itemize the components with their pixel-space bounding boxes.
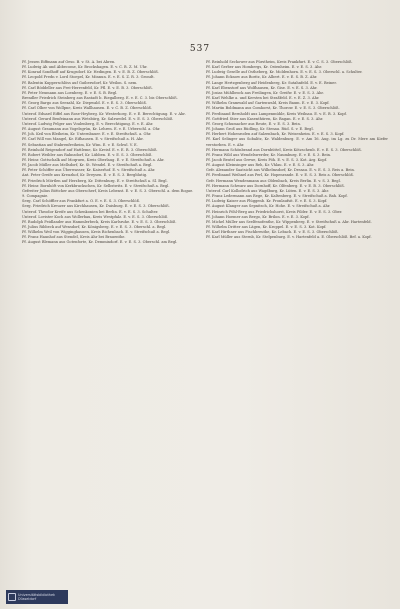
roster-entry: Gefreiter Julius Böttcher aus Oberscherf, Kreis Lebenst. E. v. E. S. 3. Oberschl. a. dem Rogue. xyxy=(22,188,194,193)
roster-entry: Pf. Heinr. Bornhöft von Kerkbruckschen, Kr. Selbstwitz. E. v. Streifschuß a. Begl. xyxy=(22,183,170,188)
roster-entry: Pf. Michel Müller aus Seelfenofenthe, Kr. Wippenberg. E. v. Streifschuß a. Ahr. Hartenfeld. xyxy=(206,219,372,224)
roster-entry: Pf. Lange Hertzgenberg auf Heidenberg, Kr. Sutahnfeld. E. v. E. Beiner. xyxy=(206,80,337,85)
roster-entry: Pf. Johann Groß aus Rüdling, Kr. Stenau. Rüd. S. v. E. Begl. xyxy=(206,127,314,132)
roster-entry: Unterof. Theodor Kreife aus Schenkonien bei Berlin. E. v. E. S. 3. Schulter. xyxy=(22,209,159,214)
roster-entry: Pf. Carl Olber von Wollpne, Kreis Wallhausen. E. v. C. B. Z. Oberschlöß. xyxy=(22,106,153,111)
roster-entry: Pf. August Graumann aus Vogelsgrün, Kr. Lehren. E. v. E. Urberschl. a. Ohr. xyxy=(22,127,161,132)
roster-entry: Gefr. Hermann Wendenmann aus Oldenbach, Kreis Berlin. E. v. S. 3. Begl. xyxy=(206,178,341,183)
roster-entry: Pf. Georg Schumacher aus Reute, E. v. E. S. 3. Bein. xyxy=(206,121,301,126)
roster-entry: Serg. Carl Schöffler aus Frankfurt a. O. E. v. E. S. 3. Oberschlöß. xyxy=(22,199,141,204)
roster-entry: Pf. Jacob Beutel aus Grewe, Kreis Pöh. E. v. E. S. 3. Kot. Arg. Kopf. xyxy=(206,157,328,162)
roster-entry: Pf. Jacob Müller aus Mellsdorf, Kr. St. Wendel. E. v. Streifschuß a. Begl. xyxy=(22,163,153,168)
roster-entry: Pf. Johann Hoemer aus Bergo, Kr. Brilon. E. v. E. 3. Kopf. xyxy=(206,214,310,219)
roster-entry: Pf. Friedrich Mörtlen auf Herzberg, Kr. Dittenburg. E. v. Streifschuß a. Sl. Begl. xyxy=(22,178,168,183)
roster-entry: Pf. Wilhelm Weil von Wigginghausen, Kreis Richenbach. E. v. Streifschuß a. Begl. xyxy=(22,230,171,235)
logo-line-2: Düsseldorf xyxy=(18,597,37,601)
roster-entry: Gefr. Alexander Saatsicht aus Wilhelmsdorf, Kr. Dessau. E. v. E. S. 3. Reis a. Bein. xyxy=(206,168,355,173)
roster-entry: Pf. Wilhelm Gramwald auf Gartenwald, Kreis Baum. E. v. E. 3. Kopf. xyxy=(206,101,330,106)
roster-entry: Pf. Reinhold Sechower aus Fürstheim, Kreis Frankfurt. E. v. C. S. 3. Oberschlöß. xyxy=(206,60,353,64)
roster-entry: Pf. Karl Gerber aus Hombergs, Kr. Ostenheim. E. v. E. S. 3. Ahr. xyxy=(206,65,322,70)
roster-entry: Pf. Josias Mühlbrock aus Freilingen, Kr. Greifw. E. v. E. S. 3. Ahr. xyxy=(206,90,324,95)
right-column xyxy=(206,60,388,580)
roster-entry: Unterof. Gerard Benfeinann aus Wetsbürg, Kr. Salzwedel. E. v. E. S. 3. Oberschlöß. xyxy=(22,116,174,121)
roster-entry: Brendler Friedrich Steinberg aus Rastadt b. Riegalberg. E. v. E. C. 3. bis Oberschlöß. xyxy=(22,96,178,101)
roster-entry: Pf. Konrad Sondhoff auf Krugsdorf. Kr. Hedingen. E. v. E. B. Z. Oberschlöß. xyxy=(22,70,159,75)
page-number: 537 xyxy=(189,44,211,54)
library-logo-icon xyxy=(8,593,16,601)
roster-entry: Unterof. Ludwig Pelger aus Voulenberg, E. v. Berechtigung. E. v. E. Ahr. xyxy=(22,121,154,126)
roster-entry: Pf. Heinr. Gottschalk auf Moqruen, Kreis Oberlaug. E. v. E. Streifschuß a. Ahr. xyxy=(22,157,165,162)
roster-entry: Pf. Leopold Fredn v. Lord Stoepel, Kr. Minnun. E. v. E. S. Z. R. 3. Grondt. xyxy=(22,75,155,80)
roster-entry: Pf. Jessen Eiffmann auf Oeso. B. v. St. A. bei Ahren. xyxy=(22,60,116,64)
roster-entry: Pf. Franz Ledermann aus Rege, Kr. Kaltenberg. E. v. Streifschuß a. Bah. Kopf. xyxy=(206,194,348,199)
roster-entry: Pf. August Blemann aus Gotenforte, Kr. Demmindorf. E. v. E. S. 3. Oberschl. am Begl. xyxy=(22,240,178,245)
roster-entry: Pf. Ludwig Geselle auf Ostheberg, Kr. Moldenhorn. E. v. E. S. 3. Oberschl. a. Schulter. xyxy=(206,70,363,75)
roster-entry: Pf. Gottfried Stier aus Kasenthüren, Kr. Bagan. E. v. E. S. 3. Ahr. xyxy=(206,116,324,121)
roster-entry: 9. Compagnie. xyxy=(22,194,49,199)
left-column xyxy=(22,60,204,580)
roster-entry: Pf. Sebastian auf Stabrenfreiheim, Kr. Wim. E. v. E. Schwl. V. E. xyxy=(22,142,138,147)
roster-entry: Unterof. Eduard Eiffel aus Rose-Heyberg. Kr. Westerhorg. E. v. E. Berechtigung. E. v. Ahr. xyxy=(22,111,186,116)
roster-entry: Pf. Johann Ecknow aus Boritz, Kr. Albert. E. v. E. S. B. Z. Ahr. xyxy=(206,75,318,80)
roster-entry: Pf. Carl Will von Mangel, Kr. Eifhausen. E. v. Streifschuß a. H. Ahr. xyxy=(22,137,144,142)
roster-entry: Pf. Herbert Hohenroden auf Salzenbach, Kr. Weisenheim. E. v. E. S. 3. Kopf. xyxy=(206,132,345,137)
roster-entry: Pf. Karl Müller aus Sternb, Kr. Stelpenburg. E. v. Hartenfeld a. E. Oberschlöß. Bef. a. Kopf. xyxy=(206,235,372,240)
roster-entry: Pf. Ferdinand Weihnel aus Perl, Kr. Hopenrande. E. v. E. S. 3. Reis a. Oberschlöß. xyxy=(206,173,355,178)
roster-entry: Pf. Balentin Kupperschlöss auf Guibersdorf, Kr. Weilon. S. nem. xyxy=(22,80,138,85)
roster-entry: Pf. Peter Schöffer aus Überwasser, Kr. Kaiserhof. E. v. Streifschuß a. Ahr. xyxy=(22,168,156,173)
roster-entry: Pf. Franz Haunhof aus Stendel, Kreis Ahr bei Brauenthe. xyxy=(22,235,126,240)
roster-entry: Pf. Rudolph Feidlander aus Hammlerbeck, Kreis Karlsruhe. E. v. E. S. 3. Oberschlöß. xyxy=(22,219,177,224)
roster-entry: Pf. Martin Boldmann aus Comhorst, Kr. Thorow. E. v. E. S. 3. Oberschlöß. xyxy=(206,106,340,111)
roster-entry: Pf. Ferdinand Bernholdt aus Lampenmühle, Kreis Weilnau. E. v. E. B. 3. Kopf. xyxy=(206,111,347,116)
roster-entry: Pf. Karl Wehlke a. und Kersten bei Straßfeld. E. v. E. Z. 3. Ahr. xyxy=(206,96,320,101)
roster-entry: Pf. Peter Neumann aus Loenberg. E. v. E. S. B. Begl. xyxy=(22,90,118,95)
roster-entry: Pf. Ludwig Ah und Abbecome, Kr. Brockshagen. E. v. C. B. Z. M. Uhr. xyxy=(22,65,148,70)
roster-entry: Pf. August Kleinsinger aus Reh, Kr. Vhlau. E. v. E. S. 3. Ahr. xyxy=(206,163,315,168)
logo-line-1: Universitätsbibliothek xyxy=(18,593,56,597)
roster-entry: Pf. Franz Wild aus Wendelswerder, Kr. Naumburg. E. v. E. S. 3. Bein. xyxy=(206,152,332,157)
roster-entry: Pf. Karl Selinger aus Sobalitz, Kr. Waldenburg. E. v. Am 16. Aug. im Lg. zu Dr. Mere am Kiefer verstorben. E. v. Ahr. xyxy=(206,137,388,147)
roster-entry: Pf. Karl Hirthner aus Fischbreuthe, Kr. Lebach. E. v. E. S. 3. Oberschlöß. xyxy=(206,230,339,235)
roster-entry: Pf. Julius Ribbeck auf Wensdorf, Kr. Königsberg. E. v. E. S. 3. Oberschl. a. Begl. xyxy=(22,225,167,229)
roster-entry: Pf. Wilhelm Dritter aus Lägen, Kr. Kroppel. E. v. E. S. 3. Kot. Kopf. xyxy=(206,225,327,229)
roster-entry: Unterof. Carl Kollodrich aus Wagdburg, Kr. Lüten. E. v. E. S. 3. Ahr. xyxy=(206,188,329,193)
roster-entry: Pf. Hermann Schönbrand aus Dornbüttel, Kreis Kötzschenb. E. v. E. S. 3. Oberschlöß. xyxy=(206,147,362,152)
roster-entry: Unterof. Lovister Koch aus Wollerbau, Kreis Westpfalz. E. v. E. S. 3. Oberschlöß. xyxy=(22,214,169,219)
roster-entry: Pf. Karl Ebenstorf aus Wolfhausen, Kr. Gise. E. v. E. S. 3. Ahr. xyxy=(206,85,318,90)
roster-entry: Pf. Carl Böddeller aus Frei-Herrenfeld, Kr. Pfl. E. v. E. B. 3. Oberschlöß. xyxy=(22,85,153,90)
roster-entry: Serg. Friedrich Kreuzer aus Kirchhausen, Kr. Duisburg. E. v. E. S. 3. Oberschlöß. xyxy=(22,204,170,209)
roster-entry: Ant. Peter Greife aus Kreuzhof, Kr. Dreysen. E. v. E. S. 3. Bergblutig. xyxy=(22,173,148,178)
roster-entry: Pf. Georg Bargo aus Seezahl, Kr. Diepwald. E. v. E. S. 3. Oberschlöß. xyxy=(22,101,147,106)
library-logo[interactable] xyxy=(6,590,68,604)
roster-entry: Pf. Ludwig Kaiser aus Plüggenb. Kr. Fronlaufsit. E. v. E. S. 3. Kopf. xyxy=(206,199,328,204)
roster-entry: Pf. Joh. Keil von Bleiheim, Kr. Unternbauer. E. v. E. Streifschuß. a. Ohr. xyxy=(22,132,152,137)
roster-entry: Pf. Heinrich Pöhl-Berg aus Friedrichshorst, Kreis Filder. E. v. E. S. 3. Ober. xyxy=(206,209,343,214)
roster-entry: Pf. Robert Weibler aus Rahnsdorf, Kr. Lübben. E. v. E. S. 3. Oberschlöß. xyxy=(22,152,153,157)
roster-entry: Pf. August Klanger aus Sepnitsch, Kr. Hohe. E. v. Streifschuß a. Ahr. xyxy=(206,204,331,209)
roster-entry: Pf. Hermann Schwarz aus Dornhoff, Kr. Olfenberg. E. v. E. B. 3. Oberschlöß. xyxy=(206,183,345,188)
roster-entry: Pf. Reinhold Reigendorf auf Hattleme, Kr. Kreisf. E. v. E. R. 3. Oberschlöß. xyxy=(22,147,158,152)
